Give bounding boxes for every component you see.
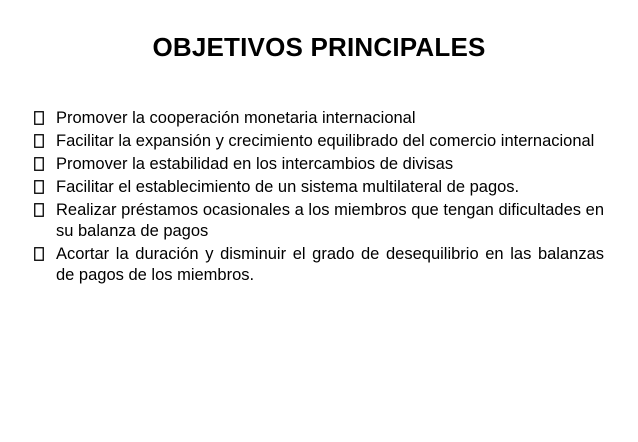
bullet-box-icon: [34, 203, 44, 217]
bullet-text: Promover la cooperación monetaria internacional: [56, 109, 416, 127]
bullet-item: [34, 200, 604, 242]
bullet-text: Realizar préstamos ocasionales a los miembros que tengan dificultades en su balanza de pagos: [56, 201, 604, 240]
bullet-item: [34, 131, 604, 152]
bullet-text: Acortar la duración y disminuir el grado de desequilibrio en las balanzas de pagos de los miembros.: [56, 245, 604, 284]
slide-title: OBJETIVOS PRINCIPALES: [152, 32, 486, 62]
bullet-box-icon: [34, 180, 44, 194]
bullet-box-icon: [34, 134, 44, 148]
bullet-item: [34, 108, 604, 129]
bullet-item: [34, 154, 604, 175]
bullet-text: Facilitar el establecimiento de un sistema multilateral de pagos.: [56, 178, 520, 196]
bullet-item: [34, 177, 604, 198]
bullet-box-icon: [34, 111, 44, 125]
bullet-text: Promover la estabilidad en los intercambios de divisas: [56, 155, 454, 173]
bullet-text: Facilitar la expansión y crecimiento equilibrado del comercio internacional: [56, 132, 595, 150]
bullet-list: [34, 108, 604, 288]
bullet-box-icon: [34, 157, 44, 171]
bullet-item: [34, 244, 604, 286]
bullet-box-icon: [34, 247, 44, 261]
